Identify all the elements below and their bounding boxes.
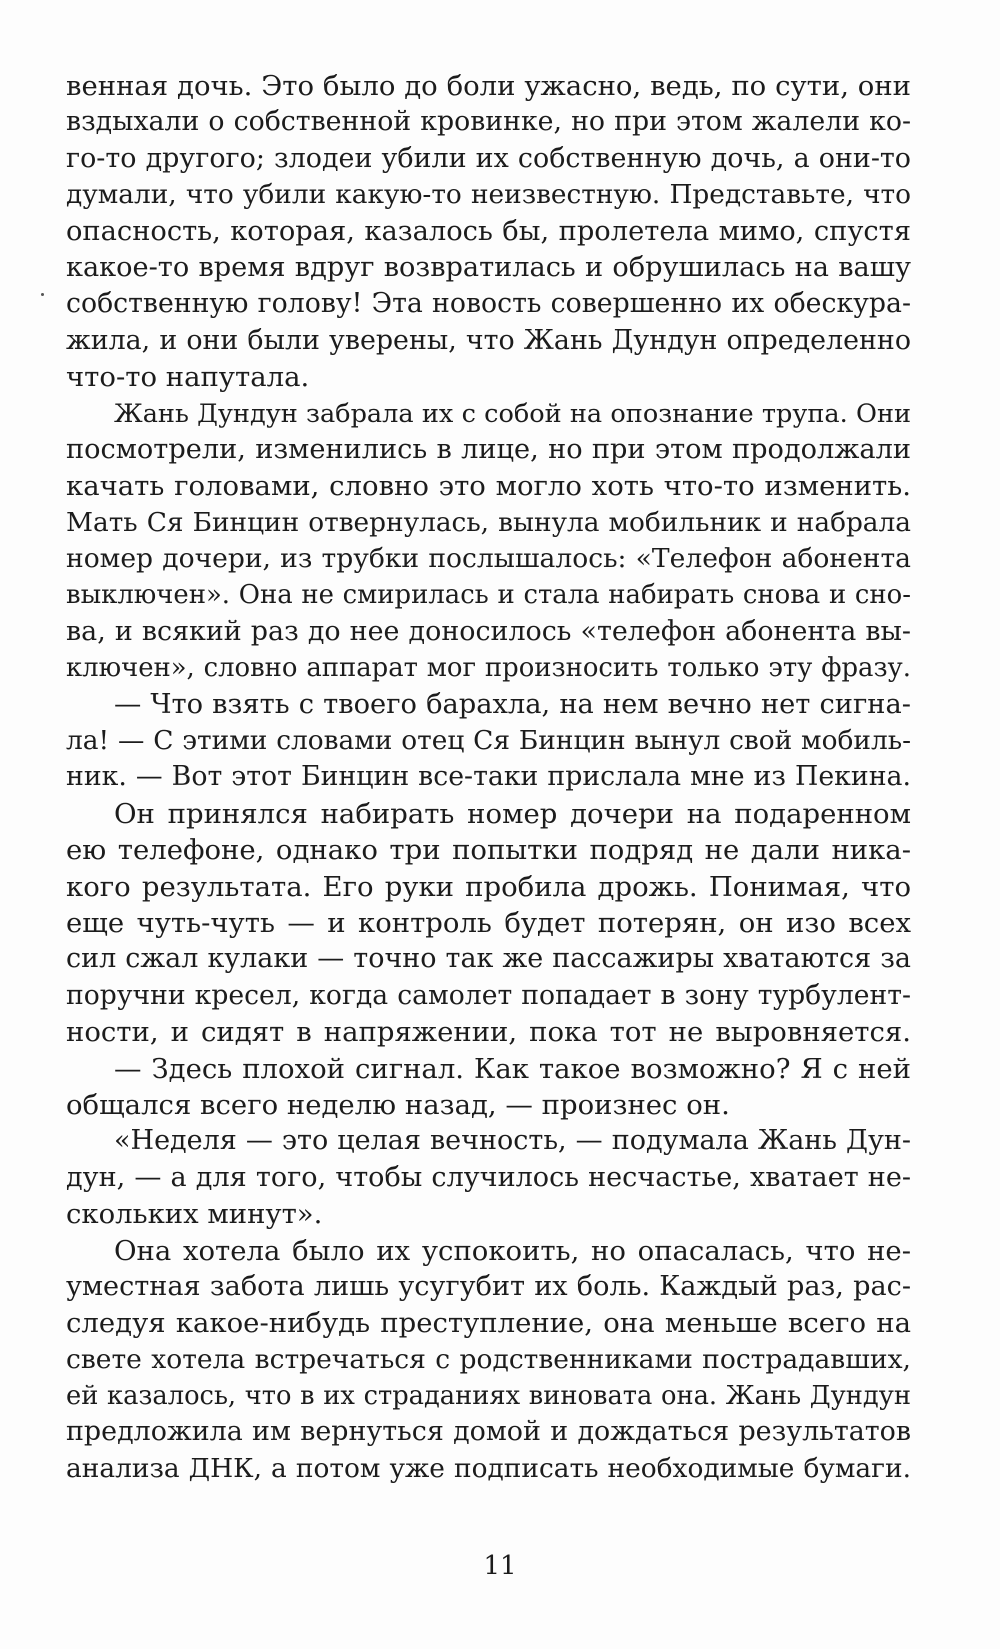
page-number: 11 <box>483 1551 517 1581</box>
text-line: Мать Ся Бинцин отвернулась, вынула мобильник и набрала <box>66 507 911 538</box>
text-line: ва, и всякий раз до нее доносилось «телефон абонента вы- <box>66 615 911 647</box>
text-line: — Что взять с твоего барахла, на нем вечно нет сигна- <box>114 688 911 720</box>
text-line: Она хотела было их успокоить, но опасалась, что не- <box>114 1234 911 1267</box>
text-line: думали, что убили какую-то неизвестную. Представьте, что <box>66 180 911 211</box>
text-line: «Неделя — это целая вечность, — подумала Жань Дун- <box>114 1125 911 1157</box>
text-line: го-то другого; злодеи убили их собственную дочь, а они-то <box>66 142 911 174</box>
text-line: выключен». Она не смирилась и стала набирать снова и сно- <box>66 580 911 611</box>
text-line: предложила им вернуться домой и дождаться результатов <box>66 1416 911 1448</box>
text-line: дун, — а для того, чтобы случилось несчастье, хватает не- <box>66 1161 911 1193</box>
text-line: жила, и они были уверены, что Жань Дундун определенно <box>66 324 911 356</box>
print-speck <box>41 293 44 296</box>
text-line: кого результата. Его руки пробила дрожь. Понимая, что <box>66 870 911 903</box>
text-line: опасность, которая, казалось бы, пролетела мимо, спустя <box>66 215 911 247</box>
text-line: ключен», словно аппарат мог произносить только эту фразу. <box>66 653 911 684</box>
text-line: поручни кресел, когда самолет попадает в зону турбулент- <box>66 979 911 1011</box>
text-line: свете хотела встречаться с родственниками пострадавших, <box>66 1343 911 1375</box>
text-line: Жань Дундун забрала их с собой на опознание трупа. Они <box>114 398 911 429</box>
text-line: сил сжал кулаки — точно так же пассажиры хватаются за <box>66 943 911 975</box>
body-text <box>66 68 911 1487</box>
text-line: венная дочь. Это было до боли ужасно, ведь, по сути, они <box>66 70 911 102</box>
text-line: еще чуть-чуть — и контроль будет потерян, он изо всех <box>66 906 911 939</box>
text-line: посмотрели, изменились в лице, но при этом продолжали <box>66 433 911 465</box>
text-line: ею телефоне, однако три попытки подряд не дали ника- <box>66 834 911 867</box>
text-line: что-то напутала. <box>66 361 310 394</box>
text-line: ности, и сидят в напряжении, пока тот не выровняется. <box>66 1016 911 1049</box>
text-line: ла! — С этими словами отец Ся Бинцин вынул свой мобиль- <box>66 725 911 757</box>
text-line: какое-то время вдруг возвратилась и обрушилась на вашу <box>66 251 911 283</box>
text-line: собственную голову! Эта новость совершенно их обескура- <box>66 288 911 320</box>
text-line: уместная забота лишь усугубит их боль. Каждый раз, рас- <box>66 1270 911 1302</box>
text-line: номер дочери, из трубки послышалось: «Телефон абонента <box>66 543 911 575</box>
text-line: вздыхали о собственной кровинке, но при этом жалели ко- <box>66 106 911 138</box>
text-line: качать головами, словно это могло хоть что-то изменить. <box>66 470 911 503</box>
text-line: общался всего неделю назад, — произнес он. <box>66 1088 730 1121</box>
text-line: ей казалось, что в их страданиях виновата она. Жань Дундун <box>66 1381 911 1412</box>
text-line: анализа ДНК, а потом уже подписать необходимые бумаги. <box>66 1452 911 1484</box>
text-line: ник. — Вот этот Бинцин все-таки прислала мне из Пекина. <box>66 761 911 793</box>
text-line: Он принялся набирать номер дочери на подаренном <box>114 797 911 830</box>
text-line: скольких минут». <box>66 1198 323 1231</box>
text-line: следуя какое-нибудь преступление, она меньше всего на <box>66 1307 911 1340</box>
text-line: — Здесь плохой сигнал. Как такое возможно? Я с ней <box>114 1052 911 1085</box>
